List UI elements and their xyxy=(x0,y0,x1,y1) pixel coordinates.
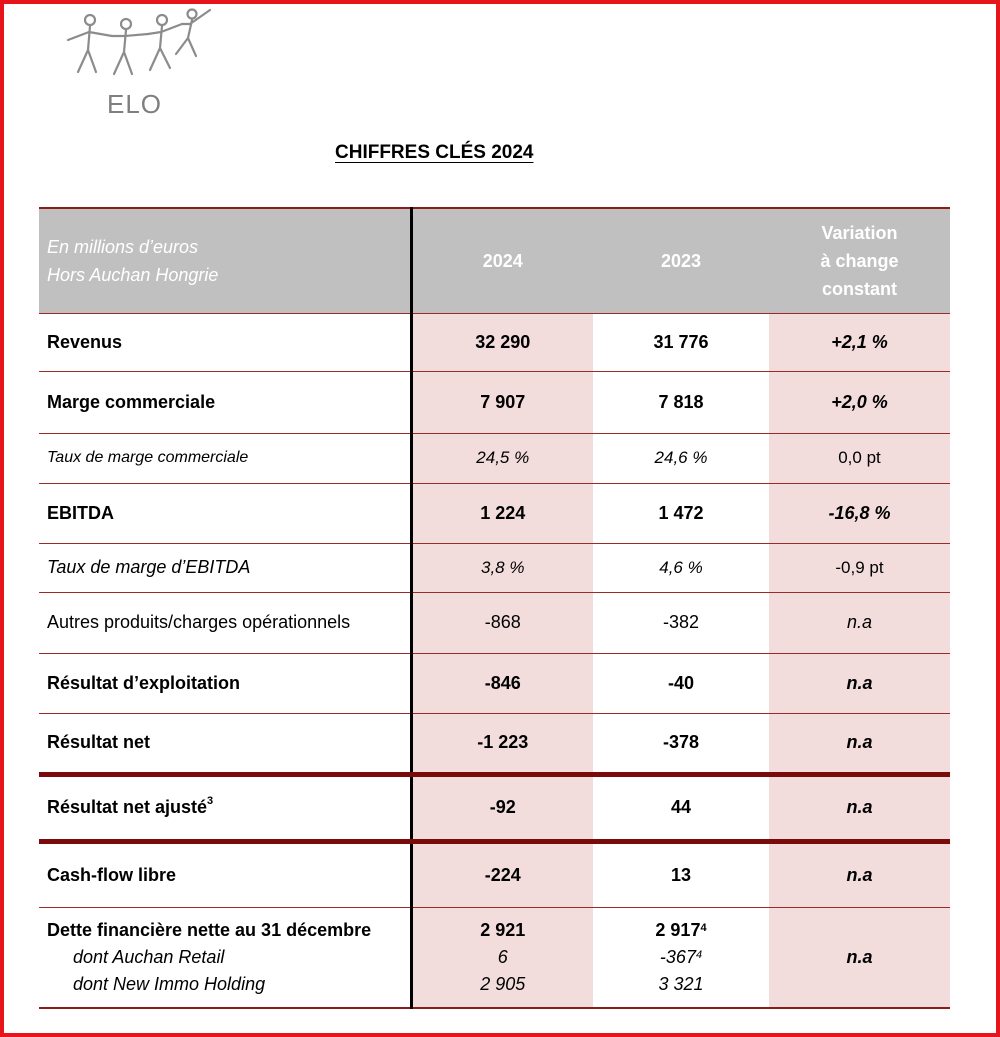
row-label: Cash-flow libre xyxy=(39,841,411,907)
value-variation: +2,0 % xyxy=(769,371,950,433)
table-row-dette-financiere xyxy=(39,907,950,1008)
variation-line-2: à change xyxy=(820,250,899,271)
debt-sub1-value-2023-wrap xyxy=(593,944,769,971)
value-2024 xyxy=(411,907,593,1008)
table-header-row xyxy=(39,208,950,313)
value-2023: 31 776 xyxy=(593,313,769,371)
row-label: Taux de marge d’EBITDA xyxy=(39,543,411,592)
value-variation: +2,1 % xyxy=(769,313,950,371)
debt-value-2024: 2 921 xyxy=(480,919,526,940)
debt-sub1-value-2024: 6 xyxy=(497,946,508,967)
value-2023 xyxy=(593,907,769,1008)
value-2024: 32 290 xyxy=(411,313,593,371)
variation-line-3: constant xyxy=(821,278,897,299)
value-2023: 13 xyxy=(593,841,769,907)
value-2023: -382 xyxy=(593,592,769,653)
table-row-taux-marge-commerciale xyxy=(39,433,950,483)
value-2024: -1 223 xyxy=(411,713,593,774)
value-2024: 3,8 % xyxy=(411,543,593,592)
table-row-marge-commerciale xyxy=(39,371,950,433)
key-figures-table xyxy=(39,207,950,1009)
row-label: Marge commerciale xyxy=(39,371,411,433)
row-label: Taux de marge commerciale xyxy=(39,433,411,483)
value-2024: -868 xyxy=(411,592,593,653)
debt-sub2-value-2023: 3 321 xyxy=(658,973,704,994)
row-label xyxy=(39,774,411,841)
footnote-marker: 4 xyxy=(700,921,707,934)
table-row-ebitda xyxy=(39,483,950,543)
value-variation: n.a xyxy=(769,774,950,841)
debt-label: Dette financière nette au 31 décembre xyxy=(47,919,372,940)
row-label: Revenus xyxy=(39,313,411,371)
units-header xyxy=(39,208,411,313)
row-label xyxy=(39,907,411,1008)
debt-value-2023-wrap xyxy=(593,917,769,944)
value-variation: -0,9 pt xyxy=(769,543,950,592)
table-row-revenus xyxy=(39,313,950,371)
row-label: Autres produits/charges opérationnels xyxy=(39,592,411,653)
column-header-2023: 2023 xyxy=(593,208,769,313)
column-header-variation xyxy=(769,208,950,313)
people-figures-icon xyxy=(62,6,222,88)
value-2024: 7 907 xyxy=(411,371,593,433)
debt-sub-label-auchan-retail: dont Auchan Retail xyxy=(73,946,225,967)
row-label: Résultat net xyxy=(39,713,411,774)
value-2024: 24,5 % xyxy=(411,433,593,483)
value-variation: n.a xyxy=(769,907,950,1008)
units-line-1: En millions d’euros xyxy=(47,236,199,257)
value-variation: n.a xyxy=(769,713,950,774)
page-title: CHIFFRES CLÉS 2024 xyxy=(335,142,534,163)
value-2024: -224 xyxy=(411,841,593,907)
value-2023: -378 xyxy=(593,713,769,774)
value-variation: n.a xyxy=(769,841,950,907)
debt-value-2023: 2 917 xyxy=(655,919,701,940)
row-label: Résultat d’exploitation xyxy=(39,653,411,713)
table-row-autres-produits xyxy=(39,592,950,653)
debt-sub2-value-2024: 2 905 xyxy=(480,973,526,994)
logo-text: ELO xyxy=(107,89,163,119)
footnote-marker: 4 xyxy=(695,948,703,961)
column-header-2024: 2024 xyxy=(411,208,593,313)
row-label: EBITDA xyxy=(39,483,411,543)
debt-sub1-value-2023: -367 xyxy=(659,946,696,967)
value-2023: 4,6 % xyxy=(593,543,769,592)
value-variation: -16,8 % xyxy=(769,483,950,543)
value-variation: 0,0 pt xyxy=(769,433,950,483)
table-row-resultat-exploitation xyxy=(39,653,950,713)
elo-logo xyxy=(62,6,222,119)
value-2024: -846 xyxy=(411,653,593,713)
table-row-resultat-net xyxy=(39,713,950,774)
table-row-cash-flow-libre xyxy=(39,841,950,907)
value-2023: 24,6 % xyxy=(593,433,769,483)
value-2023: 1 472 xyxy=(593,483,769,543)
value-2024: -92 xyxy=(411,774,593,841)
units-line-2: Hors Auchan Hongrie xyxy=(47,264,219,285)
value-2024: 1 224 xyxy=(411,483,593,543)
debt-sub-label-new-immo: dont New Immo Holding xyxy=(73,973,266,994)
value-2023: 44 xyxy=(593,774,769,841)
table-row-taux-marge-ebitda xyxy=(39,543,950,592)
row-label-text: Résultat net ajusté xyxy=(47,797,208,817)
value-variation: n.a xyxy=(769,653,950,713)
variation-line-1: Variation xyxy=(821,222,898,243)
value-variation: n.a xyxy=(769,592,950,653)
value-2023: -40 xyxy=(593,653,769,713)
value-2023: 7 818 xyxy=(593,371,769,433)
table-row-resultat-net-ajuste xyxy=(39,774,950,841)
footnote-marker: 3 xyxy=(207,795,214,807)
